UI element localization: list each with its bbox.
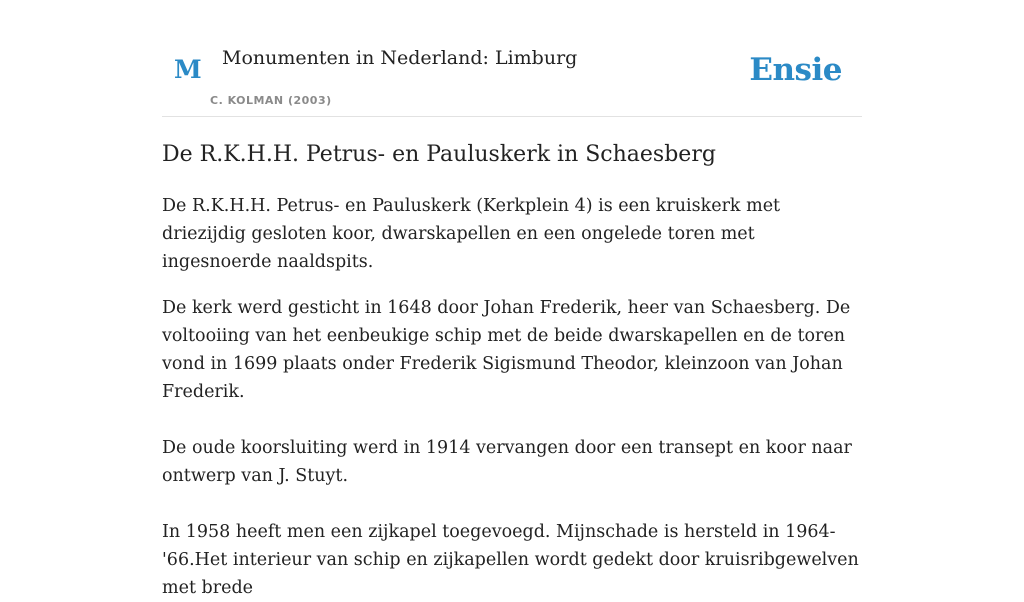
article-paragraph: In 1958 heeft men een zijkapel toegevoegd. Mijnschade is hersteld in 1964-'66.Het interieur van schip en zijkapellen wordt gedekt door kruisribgewelven met brede — [162, 522, 859, 598]
ensie-logo[interactable]: Ensie — [749, 52, 842, 88]
book-author: C. KOLMAN (2003) — [210, 94, 332, 107]
paragraph-break — [162, 490, 862, 518]
book-header — [162, 0, 862, 117]
article-paragraph: De oude koorsluiting werd in 1914 vervangen door een transept en koor naar ontwerp van J. Stuyt. — [162, 438, 852, 486]
article-paragraph: De kerk werd gesticht in 1648 door Johan Frederik, heer van Schaesberg. De voltooiing van het eenbeukige schip met de beide dwarskapellen en de toren vond in 1699 plaats onder Frederik Sigismund Theodor, kleinzoon van Johan Frederik. — [162, 298, 851, 402]
article-title: De R.K.H.H. Petrus- en Pauluskerk in Schaesberg — [162, 142, 716, 167]
article-body — [162, 192, 862, 602]
article-paragraph: De R.K.H.H. Petrus- en Pauluskerk (Kerkplein 4) is een kruiskerk met driezijdig gesloten koor, dwarskapellen en een ongelede toren met ingesnoerde naaldspits. — [162, 196, 781, 272]
paragraph-break — [162, 406, 862, 434]
book-title-link[interactable]: Monumenten in Nederland: Limburg — [222, 47, 578, 69]
book-logo-icon[interactable]: M — [174, 55, 202, 84]
document-page — [162, 0, 862, 598]
